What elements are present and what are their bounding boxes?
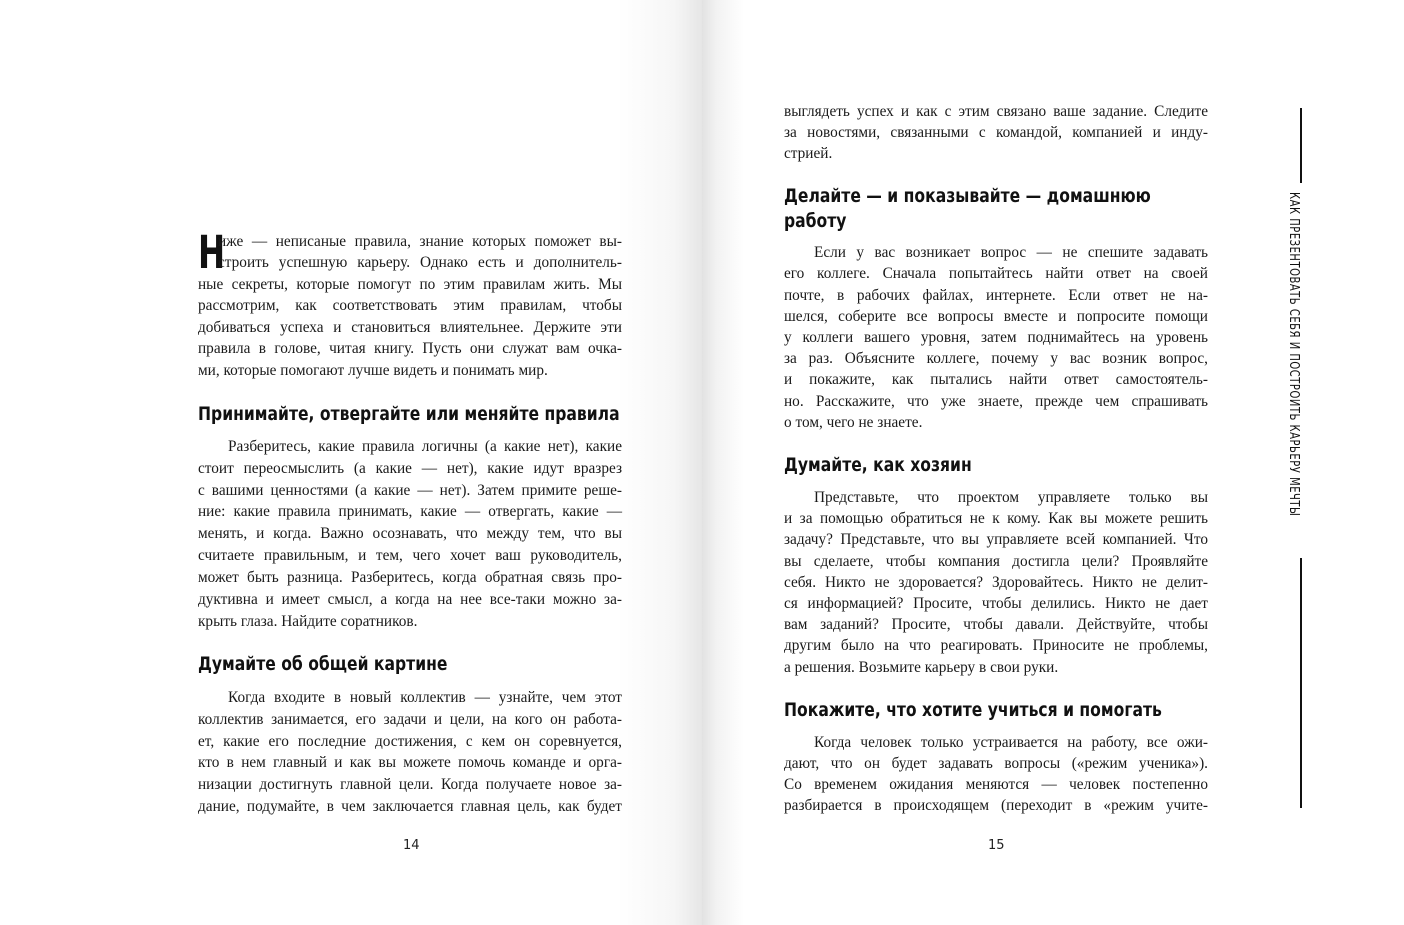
paragraph-line: с вашими ценностями (а какие — нет). Затем примите реше-: [198, 482, 622, 499]
paragraph-line: рассмотрим, как соответствовать этим правилам, чтобы: [198, 297, 622, 314]
paragraph-line: дуктивна и имеет смысл, а когда на нее все-таки можно за-: [198, 591, 622, 608]
page-number-left: 14: [403, 838, 420, 853]
paragraph-line: его коллеге. Сначала попытайтесь найти ответ на своей: [784, 265, 1208, 282]
paragraph-line: ные секреты, которые помогут по этим правилам жить. Мы: [198, 276, 622, 293]
paragraph-line: у коллеги вашего уровня, затем поднимайтесь на уровень: [784, 329, 1208, 346]
paragraph-line: Представьте, что проектом управляете только вы: [814, 489, 1208, 506]
paragraph-line: Когда входите в новый коллектив — узнайте, чем этот: [228, 689, 622, 706]
section-heading: Думайте, как хозяин: [784, 454, 972, 476]
paragraph-line: Когда человек только устраивается на работу, все ожи-: [814, 734, 1208, 751]
section-heading: Думайте об общей картине: [198, 653, 448, 675]
paragraph-line: за новостями, связанными с командой, компанией и инду-: [784, 124, 1208, 141]
section-heading: работу: [784, 210, 847, 232]
paragraph-line: дание, подумайте, в чем заключается главная цель, как будет: [198, 798, 622, 815]
margin-rule-bottom: [1300, 558, 1302, 808]
paragraph-line: и покажите, как пытались найти ответ самостоятель-: [784, 371, 1208, 388]
paragraph-line: выглядеть успех и как с этим связано ваше задание. Следите: [784, 103, 1208, 120]
paragraph-line: о том, чего не знаете.: [784, 414, 923, 431]
paragraph-line: менять, и когда. Важно осознавать, что между тем, что вы: [198, 525, 622, 542]
paragraph-line: стоит переосмыслить (а какие — нет), какие идут вразрез: [198, 460, 622, 477]
paragraph-line: вам заданий? Просите, чтобы давали. Действуйте, чтобы: [784, 616, 1208, 633]
section-heading: Покажите, что хотите учиться и помогать: [784, 699, 1162, 721]
paragraph-line: а решения. Возьмите карьеру в свои руки.: [784, 659, 1059, 676]
paragraph-line: задачу? Представьте, что вы управляете всей компанией. Что: [784, 531, 1208, 548]
paragraph-line: ние: какие правила принимать, какие — отвергать, какие —: [198, 503, 622, 520]
paragraph-line: считаете правильным, и тем, чего хочет ваш руководитель,: [198, 547, 622, 564]
drop-cap: Н: [198, 226, 226, 279]
section-heading: Делайте — и показывайте — домашнюю: [784, 185, 1151, 207]
paragraph-line: низации достигнуть главной цели. Когда получаете новое за-: [198, 776, 622, 793]
section-heading: Принимайте, отвергайте или меняйте правила: [198, 403, 620, 425]
paragraph-line: кто в нем главный и как вы можете помочь команде и орга-: [198, 754, 622, 771]
paragraph-line: разбирается в происходящем (переходит в «режим учите-: [784, 797, 1208, 814]
paragraph-line: себя. Никто не здоровается? Здоровайтесь. Никто не делит-: [784, 574, 1208, 591]
paragraph-line: другим было на что реагировать. Приносите не проблемы,: [784, 637, 1208, 654]
paragraph-line: добиваться успеха и становиться влиятельнее. Держите эти: [198, 319, 622, 336]
paragraph-line: Если у вас возникает вопрос — не спешите задавать: [814, 244, 1208, 261]
paragraph-line: Со временем ожидания меняются — человек постепенно: [784, 776, 1208, 793]
paragraph-line: иже — неписаные правила, знание которых поможет вы-: [218, 233, 622, 250]
paragraph-line: и за помощью обратиться не к кому. Как вы можете решить: [784, 510, 1208, 527]
paragraph-line: почте, в рабочих файлах, интернете. Если ответ не на-: [784, 287, 1208, 304]
paragraph-line: ся информацией? Просите, чтобы делились. Никто не дает: [784, 595, 1208, 612]
paragraph-line: вы сделаете, чтобы компания достигла цели? Проявляйте: [784, 553, 1208, 570]
paragraph-line: ми, которые помогают лучше видеть и понимать мир.: [198, 362, 548, 379]
paragraph-line: дают, что он будет задавать вопросы («режим ученика»).: [784, 755, 1208, 772]
page-number-right: 15: [988, 838, 1005, 853]
paragraph-line: но. Расскажите, что уже знаете, прежде чем спрашивать: [784, 393, 1208, 410]
margin-rule-top: [1300, 108, 1302, 183]
paragraph-line: за раз. Объясните коллеге, почему у вас возник вопрос,: [784, 350, 1208, 367]
paragraph-line: Разберитесь, какие правила логичны (а какие нет), какие: [228, 438, 622, 455]
paragraph-line: крыть глаза. Найдите соратников.: [198, 613, 418, 630]
paragraph-line: правила в голове, читая книгу. Пусть они служат вам очка-: [198, 340, 622, 357]
paragraph-line: ет, какие его последние достижения, с кем он соревнуется,: [198, 733, 622, 750]
running-title: КАК ПРЕЗЕНТОВАТЬ СЕБЯ И ПОСТРОИТЬ КАРЬЕРУ МЕЧТЫ: [1286, 192, 1302, 517]
paragraph-line: строить успешную карьеру. Однако есть и дополнитель-: [218, 254, 622, 271]
paragraph-line: может быть разница. Разберитесь, когда обратная связь про-: [198, 569, 622, 586]
paragraph-line: шелся, соберите все вопросы вместе и попросите помощи: [784, 308, 1208, 325]
paragraph-line: коллектив занимается, его задачи и цели, на кого он работа-: [198, 711, 622, 728]
paragraph-line: стрией.: [784, 145, 833, 162]
